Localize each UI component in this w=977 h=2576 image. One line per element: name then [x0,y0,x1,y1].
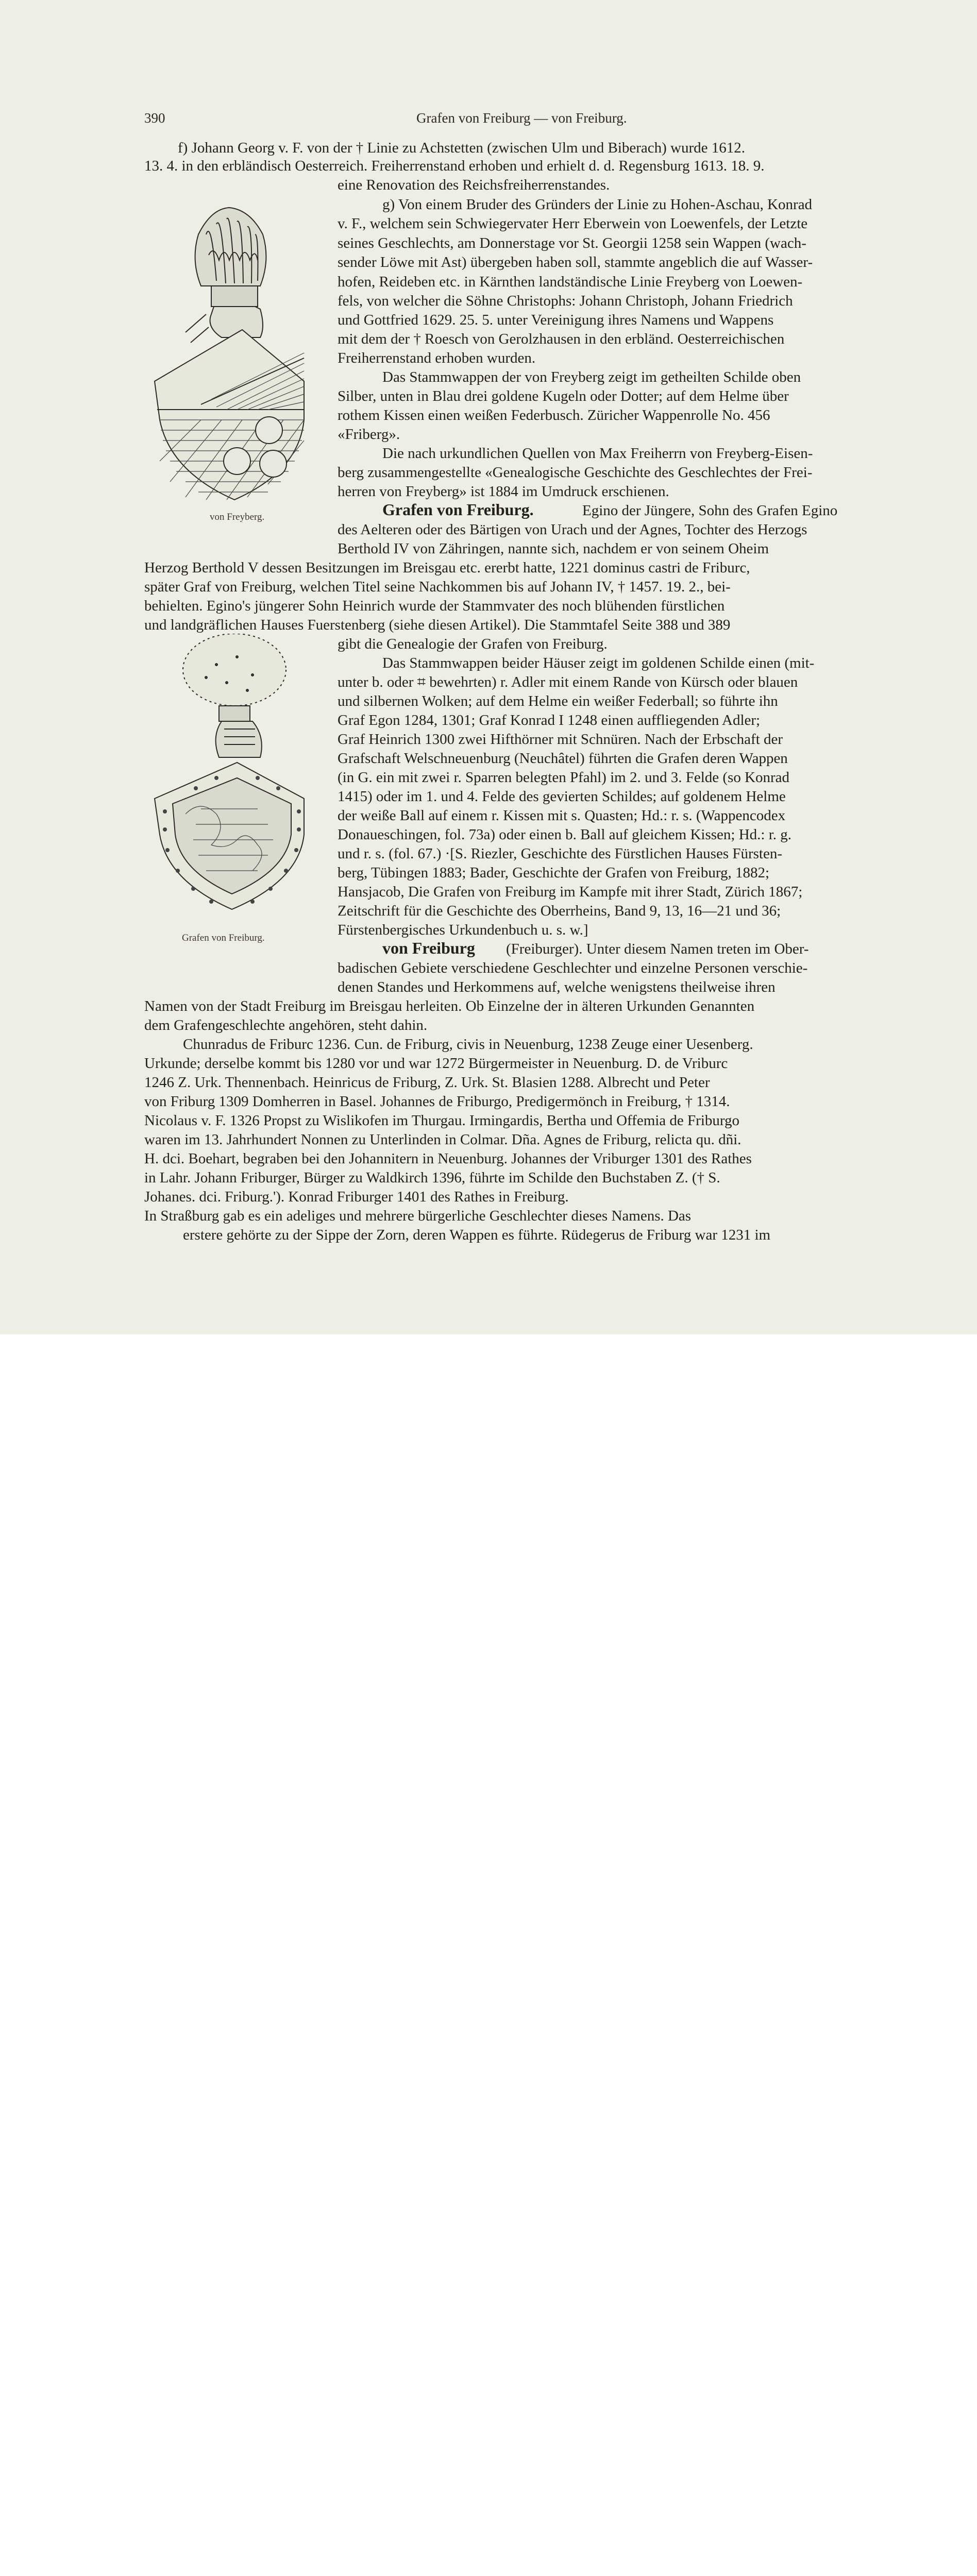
text-line: Chunradus de Friburc 1236. Cun. de Friburg, civis in Neuenburg, 1238 Zeuge einer Uesenberg. [183,1036,753,1053]
text-line: und Gottfried 1629. 25. 5. unter Vereinigung ihres Namens und Wappens [338,312,774,328]
text-line: (Freiburger). Unter diesem Namen treten im Ober- [506,941,809,957]
text-line: waren im 13. Jahrhundert Nonnen zu Unterlinden in Colmar. Dña. Agnes de Friburg, relicta qu. dñi. [144,1131,742,1148]
text-line: 1415) oder im 1. und 4. Felde des gevierten Schildes; auf goldenem Helme [338,788,786,805]
text-line: (in G. ein mit zwei r. Sparren belegten Pfahl) im 2. und 3. Felde (so Konrad [338,769,790,786]
text-line: Grafschaft Welschneuenburg (Neuchâtel) führten die Grafen deren Wappen [338,750,788,767]
text-line: 1246 Z. Urk. Thennenbach. Heinricus de Friburg, Z. Urk. St. Blasien 1288. Albrecht und Peter [144,1074,710,1091]
text-line: berg, Tübingen 1883; Bader, Geschichte der Grafen von Freiburg, 1882; [338,865,770,881]
footer [0,1334,977,1404]
text-line: Nicolaus v. F. 1326 Propst zu Wislikofen im Thurgau. Irmingardis, Bertha und Offemia de Friburgo [144,1112,740,1129]
text-line: denen Standes und Herkommens auf, welche wenigstens theilweise ihren [338,979,776,995]
text-line: hofen, Reideben etc. in Kärnthen landständische Linie Freyberg von Loewen- [338,274,803,290]
caption-grafen-freiburg: Grafen von Freiburg. [182,933,265,943]
text-line: Herzog Berthold V dessen Besitzungen im Breisgau etc. ererbt hatte, 1221 dominus castri de Friburc, [144,560,750,576]
text-line: badischen Gebiete verschiedene Geschlechter und einzelne Personen verschie- [338,960,808,976]
text-line: der weiße Ball auf einem r. Kissen mit s. Quasten; Hd.: r. s. (Wappencodex [338,807,786,824]
text-line: fels, von welcher die Söhne Christophs: Johann Christoph, Johann Friedrich [338,293,793,309]
text-line: H. dci. Boehart, begraben bei den Johannitern in Neuenburg. Johannes der Vriburger 1301 des Rathes [144,1150,752,1167]
text-line: Berthold IV von Zähringen, nannte sich, nachdem er von seinem Oheim [338,540,769,557]
text-line: dem Grafengeschlechte angehören, steht dahin. [144,1017,428,1033]
text-line: Donaueschingen, fol. 73a) oder einen b. Ball auf gleichem Kissen; Hd.: r. g. [338,826,792,843]
text-line: unter b. oder ⌗ bewehrten) r. Adler mit einem Rande von Kürsch oder blauen [338,674,798,690]
text-line: sender Löwe mit Ast) übergeben haben soll, stammte angeblich die auf Wasser- [338,254,813,270]
text-line: und r. s. (fol. 67.) ·[S. Riezler, Geschichte des Fürstlichen Hauses Fürsten- [338,845,783,862]
text-line: von Friburg 1309 Domherren in Basel. Johannes de Friburgo, Predigermönch in Freiburg, † 1314. [144,1093,730,1110]
text-line: 13. 4. in den erbländisch Oesterreich. Freiherrenstand erhoben und erhielt d. d. Regensburg 1613. 18. 9. [144,158,765,174]
text-line: und landgräflichen Hauses Fuerstenberg (siehe diesen Artikel). Die Stammtafel Seite 388 und 389 [144,617,731,633]
text-line: des Aelteren oder des Bärtigen von Urach und der Agnes, Tochter des Herzogs [338,521,807,538]
text-line: Egino der Jüngere, Sohn des Grafen Egino [582,502,838,519]
text-line: Das Stammwappen beider Häuser zeigt im goldenen Schilde einen (mit- [382,655,815,671]
text-line: mit dem der † Roesch von Gerolzhausen in den erbländ. Oesterreichischen [338,331,785,347]
text-line: Namen von der Stadt Freiburg im Breisgau herleiten. Ob Einzelne der in älteren Urkunden Genannten [144,998,755,1014]
page-number: 390 [144,110,165,126]
heading-von-freiburg: von Freiburg [382,939,475,957]
freyberg-coat-of-arms [149,204,309,502]
text-line: f) Johann Georg v. F. von der † Linie zu Achstetten (zwischen Ulm und Biberach) wurde 1612. [178,140,746,156]
text-line: In Straßburg gab es ein adeliges und mehrere bürgerliche Geschlechter dieses Namens. Das [144,1208,692,1224]
text-line: Fürstenbergisches Urkundenbuch u. s. w.] [338,922,588,938]
text-line: Urkunde; derselbe kommt bis 1280 vor und war 1272 Bürgermeister in Neuenburg. D. de Vriburc [144,1055,728,1072]
text-line: rothem Kissen einen weißen Federbusch. Züricher Wappenrolle No. 456 [338,407,770,423]
text-line: Graf Egon 1284, 1301; Graf Konrad I 1248 einen auffliegenden Adler; [338,712,761,728]
text-line: «Friberg». [338,426,400,443]
text-line: in Lahr. Johann Friburger, Bürger zu Waldkirch 1396, führte im Schilde den Buchstaben Z. († S. [144,1170,720,1186]
text-line: gibt die Genealogie der Grafen von Freiburg. [338,636,608,652]
heading-grafen-von-freiburg: Grafen von Freiburg. [382,500,534,519]
text-line: seines Geschlechts, am Donnerstage vor St. Georgii 1258 sein Wappen (wach- [338,235,806,251]
text-line: eine Renovation des Reichsfreiherrenstandes. [338,177,610,193]
text-line: Die nach urkundlichen Quellen von Max Freiherrn von Freyberg-Eisen- [382,445,813,462]
freiburg-coat-of-arms [149,634,309,912]
text-line: Graf Heinrich 1300 zwei Hifthörner mit Schnüren. Nach der Erbschaft der [338,731,783,748]
text-line: behielten. Egino's jüngerer Sohn Heinrich wurde der Stammvater des noch blühenden fürstlichen [144,598,725,614]
text-line: Johanes. dci. Friburg.'). Konrad Friburger 1401 des Rathes in Freiburg. [144,1189,569,1205]
running-title: Grafen von Freiburg — von Freiburg. [416,110,627,126]
text-line: berg zusammengestellte «Genealogische Geschichte des Geschlechtes der Frei- [338,464,813,481]
text-line: später Graf von Freiburg, welchen Titel seine Nachkommen bis auf Johann IV, † 1457. 19. 2., bei- [144,579,731,595]
text-line: g) Von einem Bruder des Gründers der Linie zu Hohen-Aschau, Konrad [382,196,813,213]
text-line: erstere gehörte zu der Sippe der Zorn, deren Wappen es führte. Rüdegerus de Friburg war 1231 im [183,1227,771,1243]
text-line: Das Stammwappen der von Freyberg zeigt im getheilten Schilde oben [382,369,801,385]
text-line: Freiherrenstand erhoben wurden. [338,350,536,366]
text-line: Hansjacob, Die Grafen von Freiburg im Kampfe mit ihrer Stadt, Zürich 1867; [338,884,803,900]
text-line: herren von Freyberg» ist 1884 im Umdruck erschienen. [338,483,669,500]
caption-freyberg: von Freyberg. [210,512,265,522]
text-line: Silber, unten in Blau drei goldene Kugeln oder Dotter; auf dem Helme über [338,388,789,404]
text-line: und silbernen Wolken; auf dem Helme ein weißer Federball; so führte ihn [338,693,778,709]
text-line: v. F., welchem sein Schwiegervater Herr Eberwein von Loewenfels, der Letzte [338,215,808,232]
text-line: Zeitschrift für die Geschichte des Oberrheins, Band 9, 13, 16—21 und 36; [338,903,781,919]
